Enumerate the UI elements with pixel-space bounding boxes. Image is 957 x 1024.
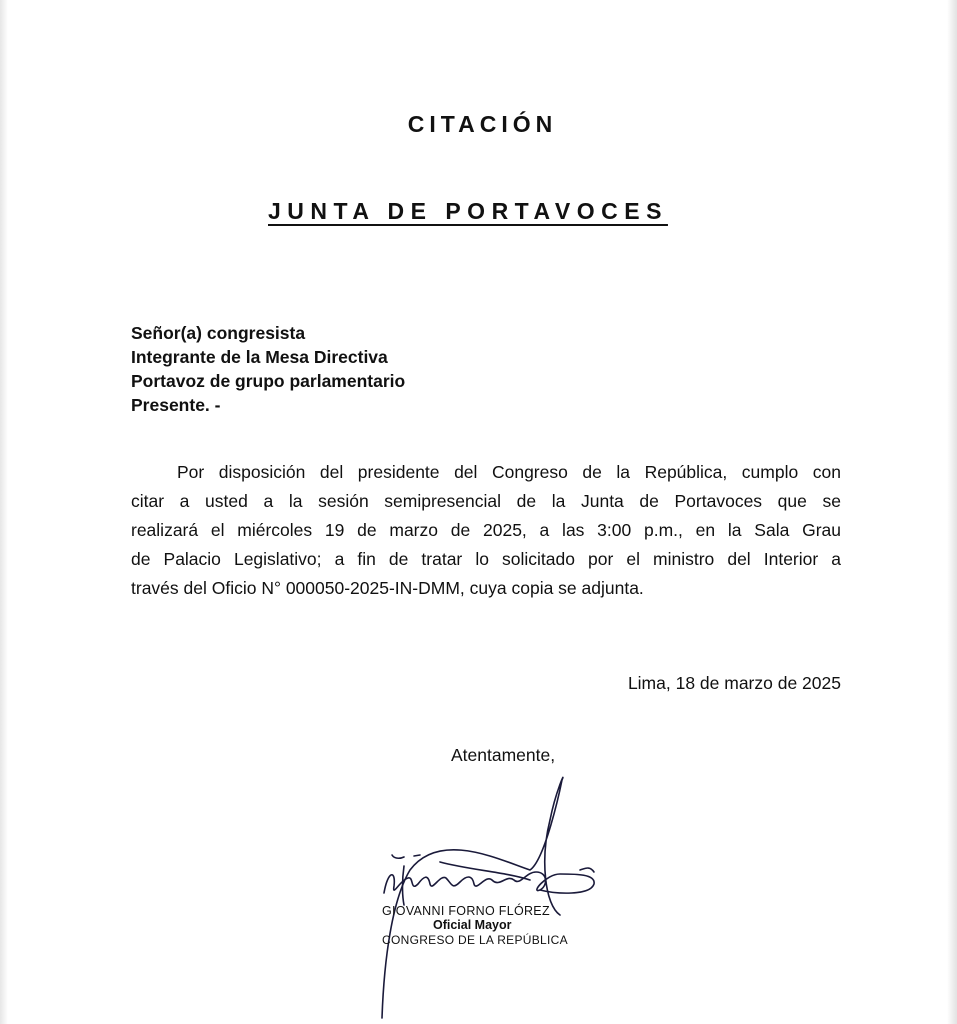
body-line: realizará el miércoles 19 de marzo de 2025, a las 3:00 p.m., en la Sala Grau	[131, 520, 841, 540]
addressee-line: Presente. -	[131, 395, 221, 415]
body-line: través del Oficio N° 000050-2025-IN-DMM, cuya copia se adjunta.	[131, 578, 644, 598]
document-date: Lima, 18 de marzo de 2025	[627, 673, 841, 693]
body-line: de Palacio Legislativo; a fin de tratar lo solicitado por el ministro del Interior a	[131, 549, 841, 569]
signatory-role: Oficial Mayor	[433, 918, 512, 932]
body-line: citar a usted a la sesión semipresencial de la Junta de Portavoces que se	[131, 491, 841, 511]
document-title: CITACIÓN	[407, 111, 558, 137]
addressee-line: Portavoz de grupo parlamentario	[131, 371, 406, 391]
signatory-organization: CONGRESO DE LA REPÚBLICA	[382, 933, 568, 947]
addressee-line: Integrante de la Mesa Directiva	[131, 347, 388, 367]
closing-text: Atentamente,	[451, 745, 556, 765]
signatory-name: GIOVANNI FORNO FLÓREZ	[382, 904, 550, 918]
body-line: Por disposición del presidente del Congreso de la República, cumplo con	[177, 462, 841, 482]
document-subtitle: JUNTA DE PORTAVOCES	[268, 198, 668, 224]
addressee-line: Señor(a) congresista	[131, 323, 306, 343]
